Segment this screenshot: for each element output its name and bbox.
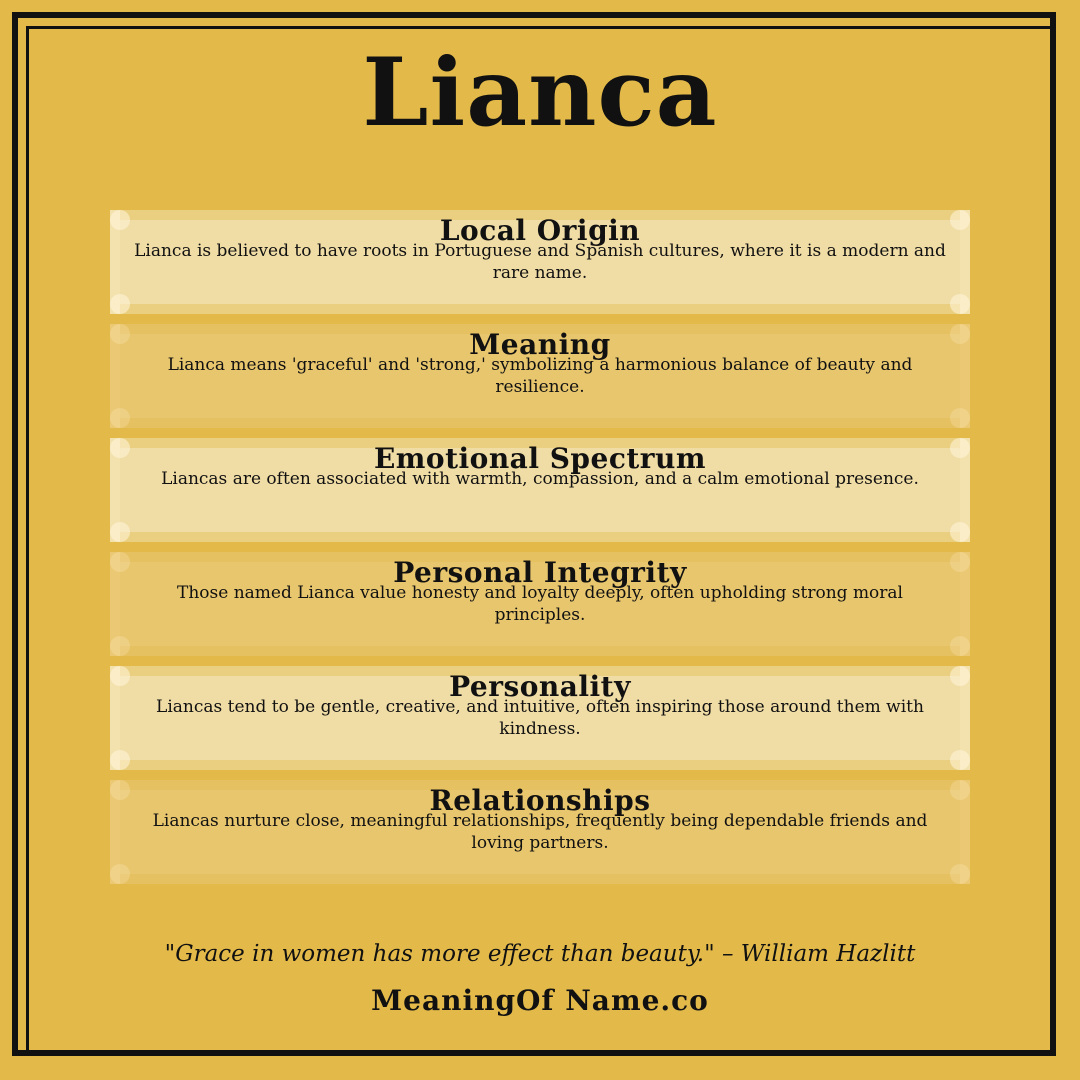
section-text: Liancas nurture close, meaningful relationships, frequently being dependable friends and loving partners. [152, 811, 928, 853]
section-text: Lianca means 'graceful' and 'strong,' symbolizing a harmonious balance of beauty and resilience. [167, 355, 913, 397]
quote: "Grace in women has more effect than beauty." – William Hazlitt [164, 941, 916, 967]
corner-dot [950, 750, 970, 770]
card-band [110, 532, 970, 542]
corner-dot [110, 522, 130, 542]
section-heading: Meaning [469, 328, 611, 361]
card-band [110, 760, 970, 770]
quote-author: William Hazlitt [740, 941, 916, 967]
card-band [110, 874, 970, 884]
footer-brand: MeaningOf Name.co [371, 984, 709, 1017]
card-band [110, 646, 970, 656]
corner-dot [110, 294, 130, 314]
card-band [110, 304, 970, 314]
corner-dot [950, 522, 970, 542]
section-card-meaning [110, 324, 970, 428]
section-text: Liancas tend to be gentle, creative, and intuitive, often inspiring those around them with kindness. [156, 697, 924, 739]
corner-dot [950, 636, 970, 656]
page-title: Lianca [362, 38, 718, 148]
card-band [110, 418, 970, 428]
section-heading: Personal Integrity [393, 556, 687, 589]
corner-dot [110, 408, 130, 428]
section-card-personal-integrity [110, 552, 970, 656]
section-heading: Personality [449, 670, 631, 703]
section-text: Liancas are often associated with warmth, compassion, and a calm emotional presence. [161, 469, 919, 489]
section-heading: Local Origin [439, 214, 641, 247]
section-card-emotional-spectrum [110, 438, 970, 542]
section-text: Lianca is believed to have roots in Portuguese and Spanish cultures, where it is a modern and rare name. [134, 241, 946, 283]
section-heading: Relationships [429, 784, 651, 817]
corner-dot [110, 636, 130, 656]
corner-dot [950, 864, 970, 884]
quote-text: Grace in women has more effect than beauty. [175, 941, 705, 967]
section-card-personality [110, 666, 970, 770]
section-card-relationships [110, 780, 970, 884]
corner-dot [110, 750, 130, 770]
section-text: Those named Lianca value honesty and loyalty deeply, often upholding strong moral principles. [177, 583, 903, 625]
section-heading: Emotional Spectrum [373, 442, 707, 475]
corner-dot [110, 864, 130, 884]
corner-dot [950, 408, 970, 428]
corner-dot [950, 294, 970, 314]
section-card-local-origin [110, 210, 970, 314]
